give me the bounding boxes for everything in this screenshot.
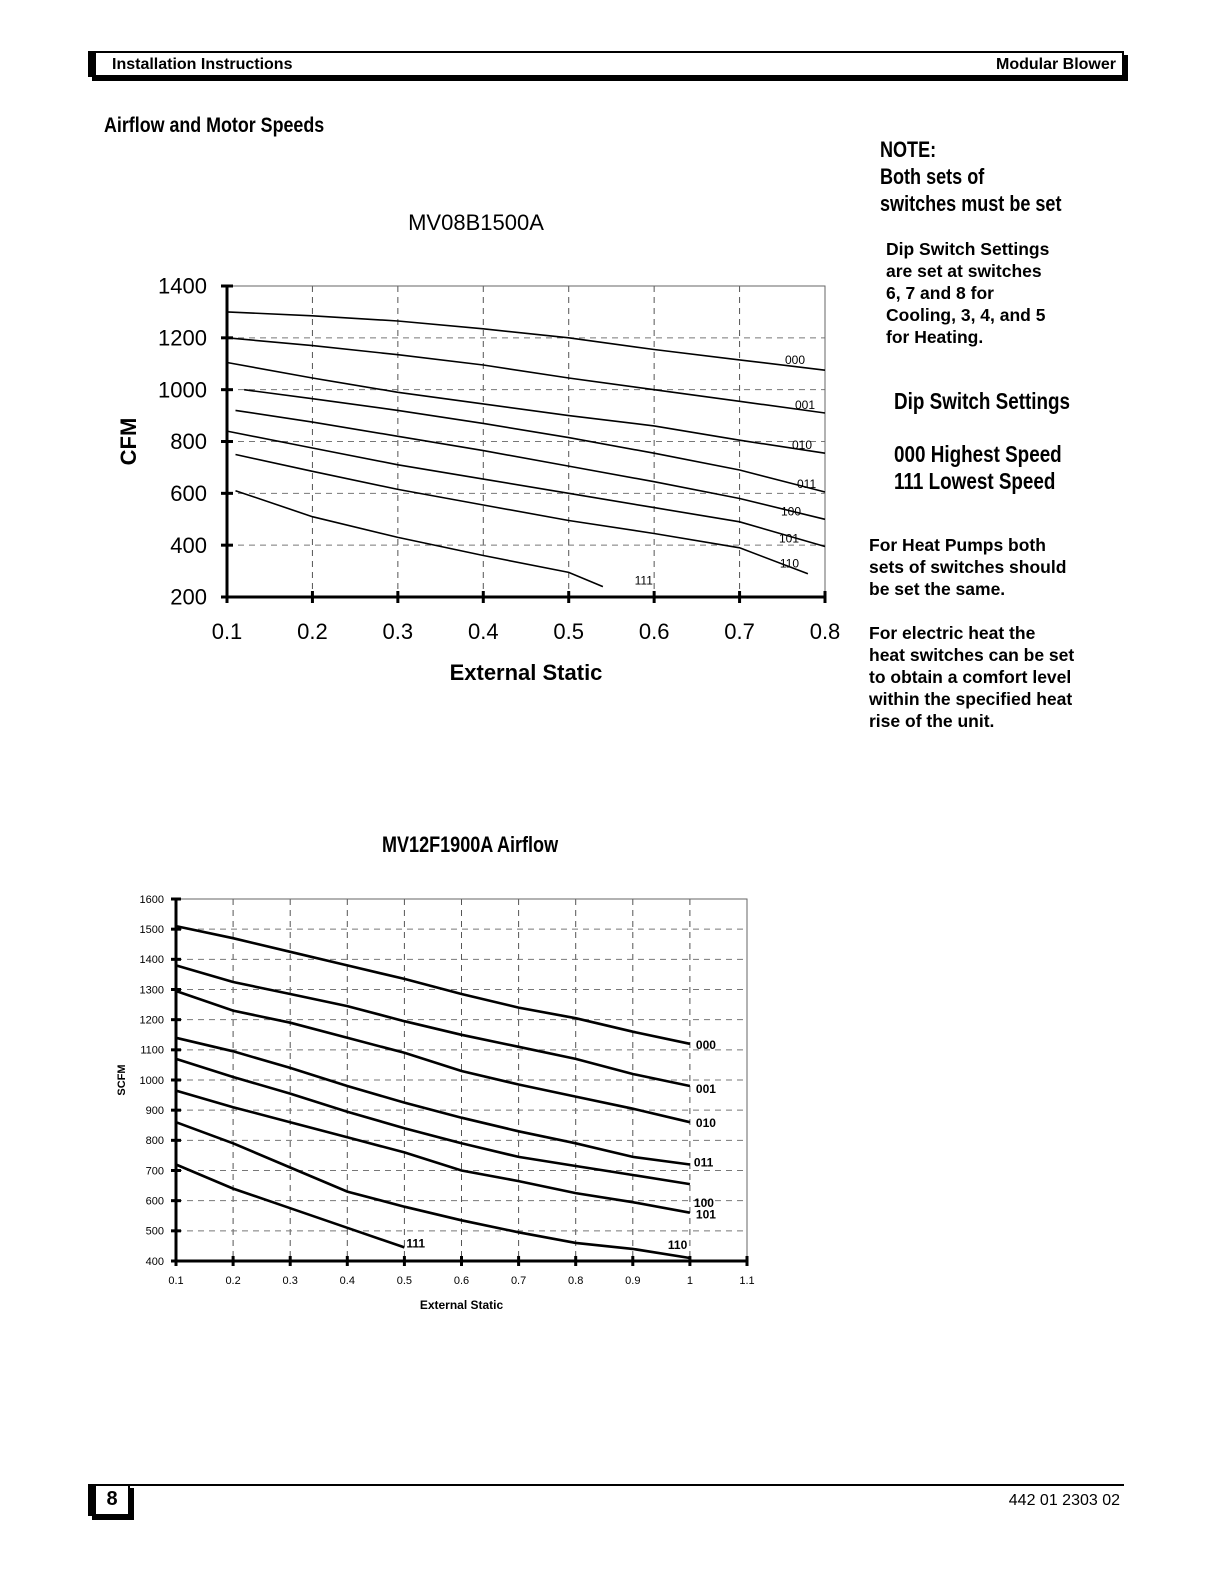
x-tick-label: 0.4: [467, 619, 499, 644]
y-tick-label: 400: [145, 1255, 164, 1268]
y-tick-label: 1500: [139, 924, 164, 937]
text-line: are set at switches: [886, 261, 1042, 281]
x-tick-label: 0.5: [396, 1275, 413, 1287]
y-tick-label: 1200: [139, 1014, 164, 1027]
page-number: 8: [88, 1484, 130, 1516]
series-line-010: [227, 363, 825, 454]
y-tick-label: 400: [170, 532, 207, 558]
x-tick-label: 0.4: [339, 1275, 355, 1287]
text-line: be set the same.: [869, 579, 1006, 599]
y-tick-label: 1600: [139, 893, 164, 906]
header-title: Installation Instructions: [112, 56, 293, 73]
text-line: within the specified heat: [869, 689, 1073, 709]
text-line: Dip Switch Settings: [886, 239, 1050, 259]
y-tick-label: 500: [145, 1225, 164, 1238]
document-number: 442 01 2303 02: [1008, 1492, 1120, 1509]
text-line: sets of switches should: [869, 557, 1067, 577]
x-tick-label: 0.6: [638, 619, 670, 644]
series-label: 011: [693, 1155, 714, 1170]
y-tick-label: 700: [145, 1165, 164, 1178]
series-line-011: [176, 1038, 690, 1165]
series-label: 010: [792, 438, 813, 453]
y-tick-label: 800: [170, 429, 207, 455]
series-label: 101: [695, 1207, 716, 1222]
series-label: 011: [797, 477, 817, 492]
y-tick-label: 800: [145, 1135, 164, 1148]
speed-highest: 000 Highest Speed: [894, 441, 1062, 467]
x-tick-label: 0.2: [297, 619, 328, 644]
x-tick-label: 0.7: [510, 1275, 527, 1287]
note-line: switches must be set: [880, 191, 1062, 216]
series-line-000: [227, 312, 825, 370]
series-label: 010: [695, 1116, 716, 1131]
y-tick-label: 1000: [139, 1074, 164, 1087]
x-axis-title: External Static: [449, 660, 603, 685]
y-tick-label: 600: [170, 481, 207, 507]
speed-lowest: 111 Lowest Speed: [894, 468, 1056, 494]
series-label: 111: [634, 573, 653, 588]
x-tick-label: 0.8: [809, 619, 841, 644]
footer-rule: [88, 1484, 1124, 1486]
x-tick-label: 0.3: [282, 1275, 298, 1287]
series-label: 000: [785, 353, 806, 368]
y-tick-label: 1200: [158, 325, 207, 351]
series-line-101: [227, 431, 825, 546]
series-label: 000: [695, 1037, 716, 1052]
y-axis-title: SCFM: [116, 1064, 128, 1096]
series-line-100: [236, 410, 826, 519]
x-tick-label: 0.1: [168, 1275, 184, 1287]
y-tick-label: 1100: [140, 1044, 164, 1057]
chart-title: MV08B1500A: [408, 210, 544, 235]
text-line: for Heating.: [886, 327, 984, 347]
x-axis-title: External Static: [419, 1298, 504, 1312]
x-tick-label: 0.6: [453, 1275, 470, 1287]
note-label: NOTE:: [880, 137, 937, 162]
series-label: 110: [779, 556, 800, 571]
series-line-100: [176, 1059, 690, 1184]
y-tick-label: 1000: [158, 377, 207, 403]
x-tick-label: 0.9: [625, 1275, 641, 1287]
x-tick-label: 1: [686, 1275, 693, 1287]
y-tick-label: 1400: [139, 954, 164, 967]
y-tick-label: 600: [145, 1195, 164, 1208]
y-tick-label: 200: [170, 584, 207, 610]
series-line-011: [244, 390, 825, 492]
x-tick-label: 0.7: [724, 619, 755, 644]
text-line: For electric heat the: [869, 623, 1036, 643]
x-tick-label: 0.5: [553, 619, 585, 644]
series-label: 100: [781, 504, 802, 519]
text-line: heat switches can be set: [869, 645, 1075, 665]
series-label: 101: [779, 531, 800, 546]
series-label: 001: [795, 397, 816, 412]
text-line: Cooling, 3, 4, and 5: [886, 305, 1046, 325]
text-line: 6, 7 and 8 for: [886, 283, 994, 303]
dip-switch-heading: Dip Switch Settings: [894, 388, 1071, 414]
series-label: 110: [667, 1237, 688, 1252]
chart2-title: MV12F1900A Airflow: [382, 832, 559, 857]
x-tick-label: 0.3: [382, 619, 414, 644]
text-line: rise of the unit.: [869, 711, 995, 731]
y-axis-title: CFM: [116, 417, 141, 466]
x-tick-label: 1.1: [739, 1275, 755, 1287]
series-line-110: [236, 455, 808, 574]
x-tick-label: 0.1: [211, 619, 243, 644]
series-label: 100: [693, 1196, 714, 1211]
series-line-111: [236, 491, 603, 587]
y-tick-label: 900: [145, 1105, 164, 1118]
x-tick-label: 0.8: [568, 1275, 584, 1287]
x-tick-label: 0.2: [225, 1275, 241, 1287]
series-label: 111: [406, 1236, 426, 1251]
y-tick-label: 1300: [139, 984, 164, 997]
note-line: Both sets of: [880, 164, 985, 189]
section-title: Airflow and Motor Speeds: [104, 114, 325, 137]
header-product: Modular Blower: [995, 56, 1116, 73]
series-line-001: [227, 338, 825, 413]
series-label: 001: [695, 1082, 716, 1097]
text-line: to obtain a comfort level: [869, 667, 1072, 687]
series-line-110: [176, 1122, 690, 1258]
y-tick-label: 1400: [158, 273, 207, 299]
text-line: For Heat Pumps both: [869, 535, 1046, 555]
